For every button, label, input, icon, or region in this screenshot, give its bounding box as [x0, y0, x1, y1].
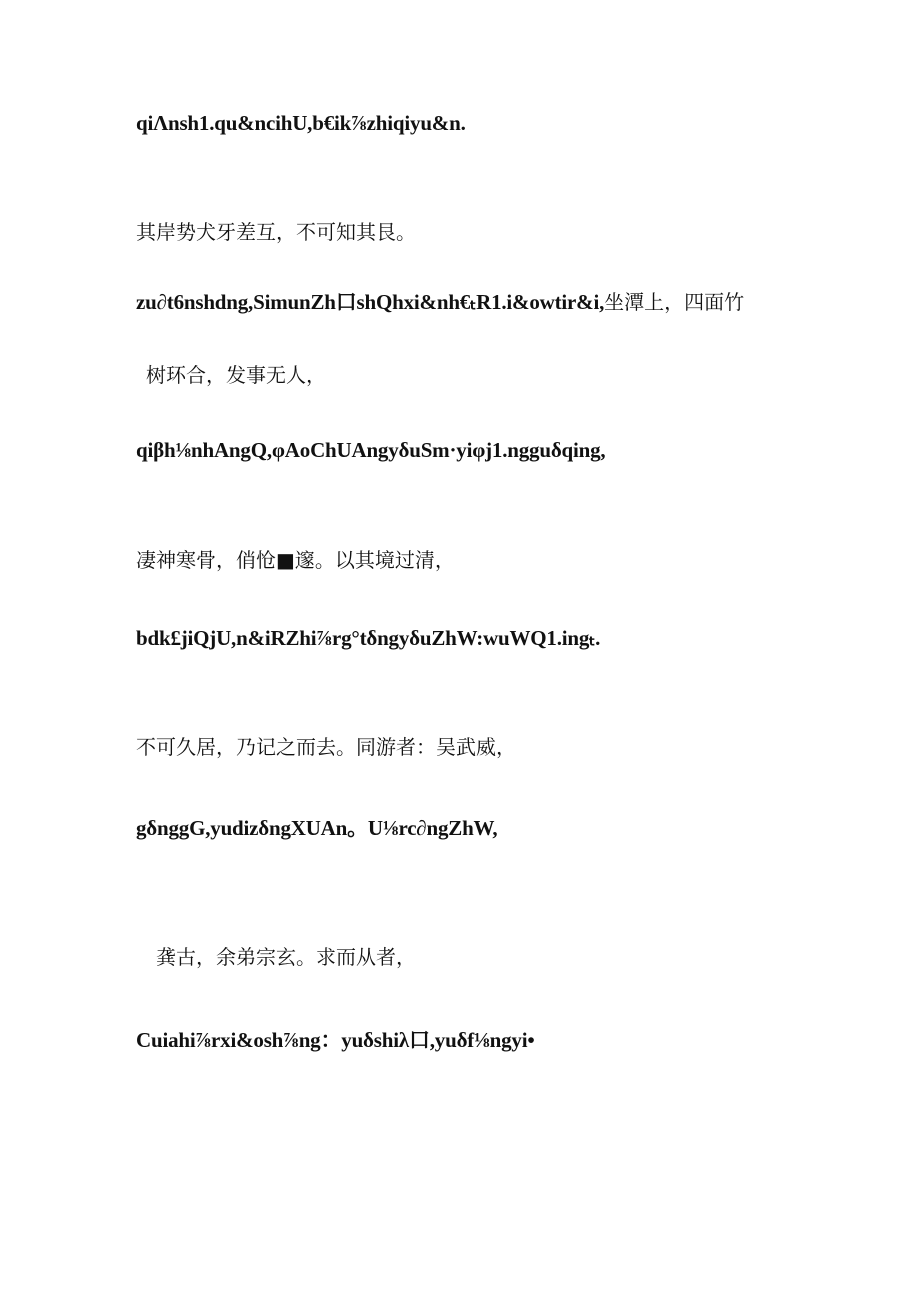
- chinese-line-4: 凄神寒骨，俏怆■邃。以其境过清，: [136, 548, 455, 572]
- chinese-inline-2: 坐潭上，四面竹: [604, 290, 745, 314]
- pinyin-line-3: qiβh⅛nhAngQ,φAoChUAngyδuSm·yiφj1.ngguδqing,: [136, 438, 606, 462]
- chinese-line-5: 不可久居，乃记之而去。同游者：吴武威，: [136, 735, 516, 759]
- pinyin-line-4: bdk£jiQjU,n&iRZhi⅞rg°tδngyδuZhW:wuWQ1.ingₜ.: [136, 626, 601, 650]
- chinese-line-3: 树环合，发事无人，: [146, 363, 326, 387]
- mixed-line-2: [136, 292, 744, 313]
- pinyin-line-5: gδnggG,yudizδngXUAn。U⅛rc∂ngZhW,: [136, 816, 498, 840]
- chinese-line-6: 龚古，余弟宗玄。求而从者，: [156, 945, 416, 969]
- pinyin-line-2: zu∂t6nshdng,SimunZh口shQhxi&nh€ₜR1.i&owtir&i,: [136, 290, 605, 314]
- pinyin-line-1: qiΛnsh1.qu&ncihU,b€ik⅞zhiqiyu&n.: [136, 111, 466, 135]
- pinyin-line-6: Cuiahi⅞rxi&osh⅞ng：yuδshiλ口,yuδf⅛ngyi•: [136, 1028, 535, 1052]
- chinese-line-1: 其岸势犬牙差互，不可知其艮。: [136, 220, 416, 244]
